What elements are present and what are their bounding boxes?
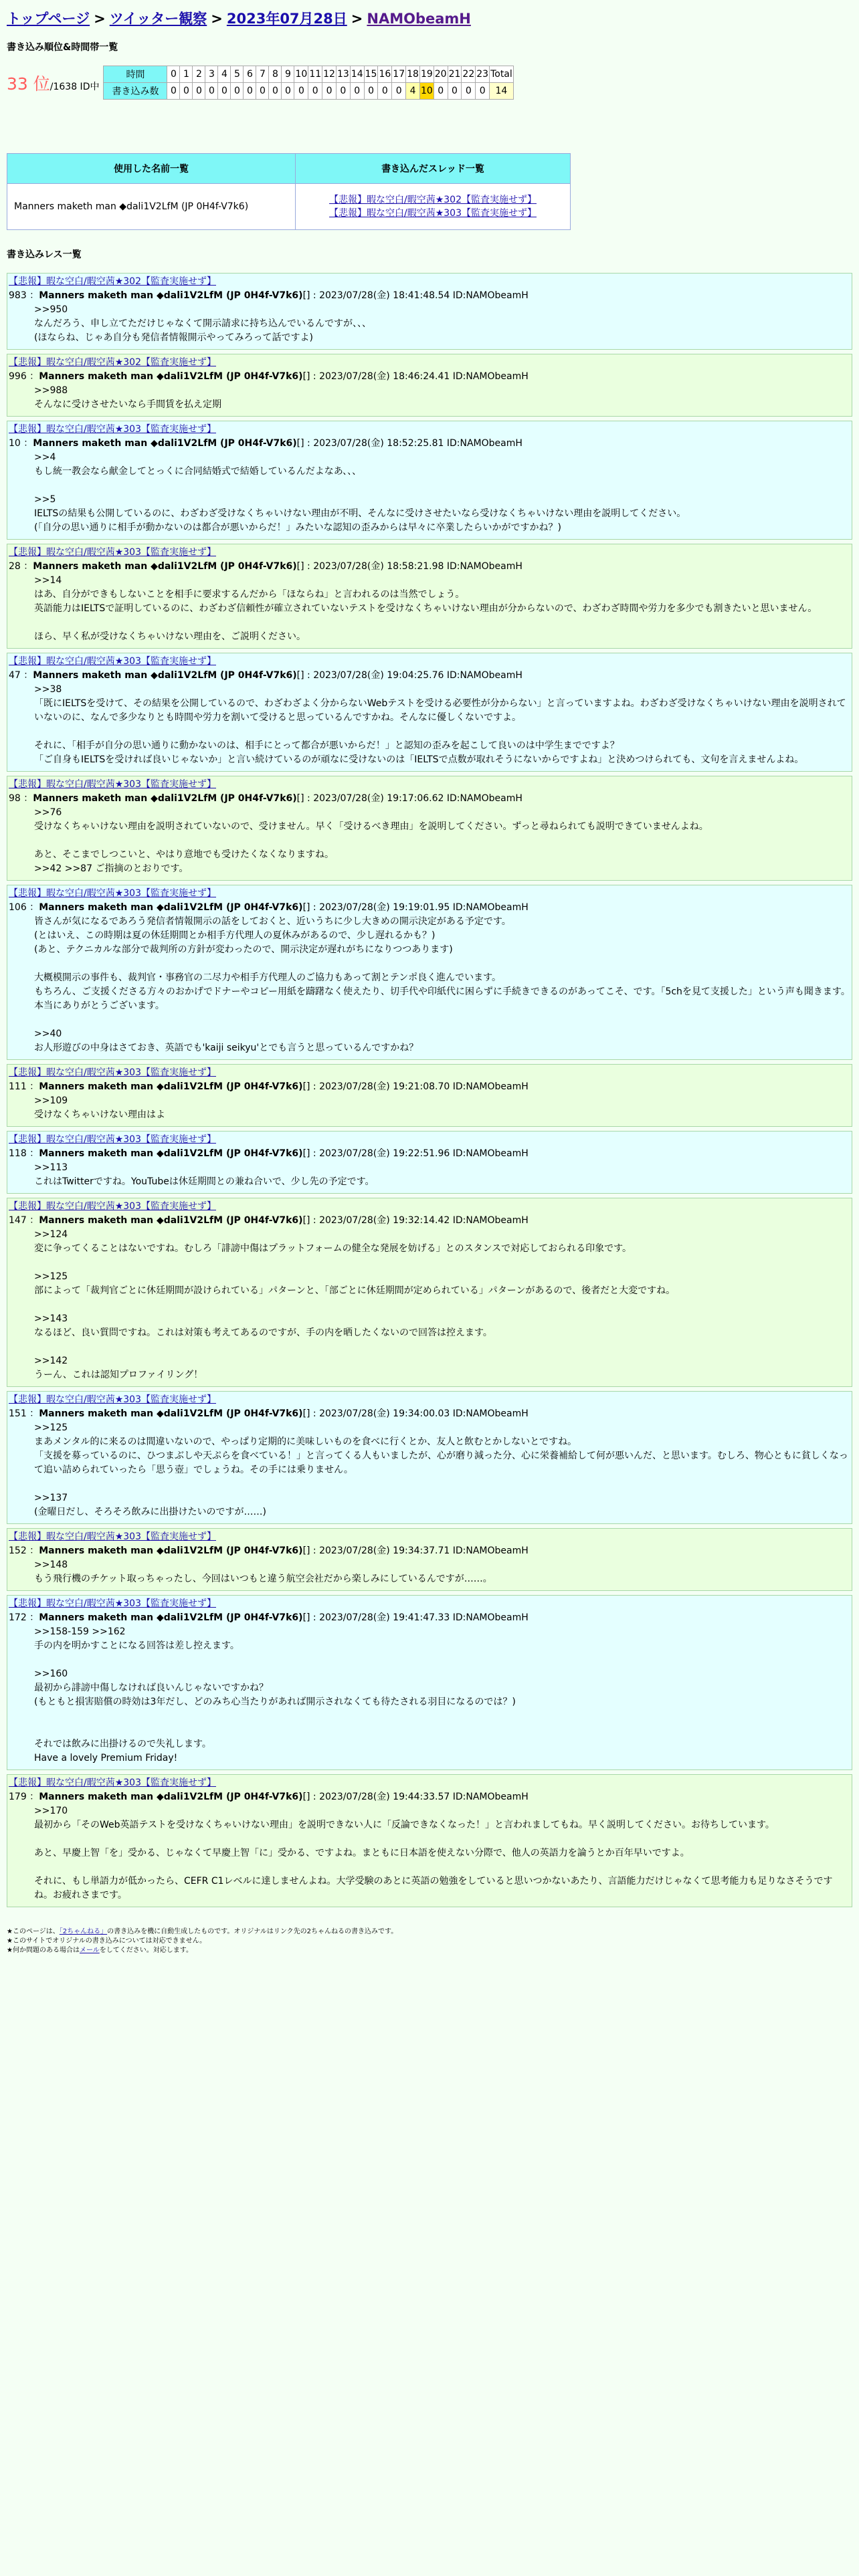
post-line: >>125 [34, 1271, 68, 1282]
post-body [9, 1161, 850, 1189]
total-header: Total [490, 66, 514, 83]
post-author: Manners maketh man ◆dali1V2LfM (JP 0H4f-V7k6) [39, 1408, 303, 1419]
post-number: 106 [9, 902, 27, 913]
post-line [34, 725, 850, 739]
post-body [9, 451, 850, 535]
post-separator: ： [20, 670, 33, 681]
post-author: Manners maketh man ◆dali1V2LfM (JP 0H4f-V7k6) [39, 1148, 303, 1159]
post-number: 152 [9, 1545, 27, 1556]
post-meta: [] : 2023/07/28(金) 19:17:06.62 ID:NAMObeamH [296, 793, 522, 804]
post-thread-link[interactable]: 【悲報】暇な空白/暇空茜★303【監査実施せず】 [9, 1531, 216, 1542]
breadcrumb-twitter[interactable]: ツイッター観察 [109, 11, 207, 27]
hour-cell: 4 [218, 66, 231, 83]
post-thread-link[interactable]: 【悲報】暇な空白/暇空茜★303【監査実施せず】 [9, 1201, 216, 1212]
post-line: >>988 [34, 385, 68, 396]
post-author: Manners maketh man ◆dali1V2LfM (JP 0H4f-V7k6) [39, 371, 303, 382]
post [7, 885, 852, 1060]
hour-cell: 10 [294, 66, 308, 83]
hour-cell: 17 [392, 66, 406, 83]
post-body [9, 1228, 850, 1382]
post-header [9, 669, 850, 683]
post-header [9, 1407, 850, 1421]
post-author: Manners maketh man ◆dali1V2LfM (JP 0H4f-V7k6) [39, 1792, 303, 1802]
post-number: 996 [9, 371, 27, 382]
hour-row-label: 時間 [104, 66, 167, 83]
post-thread-link[interactable]: 【悲報】暇な空白/暇空茜★303【監査実施せず】 [9, 888, 216, 899]
post [7, 1391, 852, 1524]
post [7, 1528, 852, 1591]
post [7, 354, 852, 417]
post-line: >>137 [34, 1493, 68, 1503]
post-line: >>76 [34, 807, 62, 818]
post-header [9, 289, 850, 303]
post-author: Manners maketh man ◆dali1V2LfM (JP 0H4f-V7k6) [39, 1545, 303, 1556]
post-line: これはTwitterですね。YouTubeは休廷期間との兼ね合いで、少し先の予定です。 [34, 1176, 375, 1187]
hour-cell: 21 [448, 66, 462, 83]
post-meta: [] : 2023/07/28(金) 19:44:33.57 ID:NAMObeamH [302, 1792, 529, 1802]
count-cell: 0 [205, 83, 218, 100]
footer [7, 1927, 852, 1955]
hourly-table [103, 66, 513, 100]
count-cell: 4 [406, 83, 420, 100]
post-body [9, 1625, 850, 1765]
rank-total: /1638 ID中 [50, 81, 100, 92]
post-line: Have a lovely Premium Friday! [34, 1753, 178, 1763]
footer-text: ★何か問題のある場合は [7, 1947, 80, 1954]
post-line: まあメンタル的に来るのは間違いないので、やっぱり定期的に美味しいものを食べに行くとか、友人と飲むとかしないとですね。 [34, 1436, 577, 1447]
post-header [9, 1080, 850, 1094]
post-thread-link[interactable]: 【悲報】暇な空白/暇空茜★303【監査実施せず】 [9, 656, 216, 667]
post-number: 151 [9, 1408, 27, 1419]
post-thread-link[interactable]: 【悲報】暇な空白/暇空茜★302【監査実施せず】 [9, 276, 216, 287]
thread-link-302[interactable]: 【悲報】暇な空白/暇空茜★302【監査実施せず】 [329, 195, 537, 205]
post-line: >>125 [34, 1422, 68, 1433]
post-line: 部によって「裁判官ごとに休廷期間が設けられている」パターンと、「部ごとに休廷期間が定められている」パターンがあるので、後者だと大変ですね。 [34, 1285, 676, 1296]
post-body [9, 303, 850, 345]
post-line: それに、「相手が自分の思い通りに動かないのは、相手にとって都合が悪いからだ！」と認知の歪みを起こして良いのは中学生までですよ？ [34, 740, 619, 751]
post-line: 手の内を明かすことになる回答は差し控えます。 [34, 1640, 240, 1651]
post-number: 47 [9, 670, 21, 681]
hour-cell: 7 [256, 66, 269, 83]
post-meta: [] : 2023/07/28(金) 18:46:24.41 ID:NAMObeamH [302, 371, 529, 382]
post-line: もう飛行機のチケット取っちゃったし、今回はいつもと違う航空会社だから楽しみにしているんですが……。 [34, 1574, 492, 1584]
threads-col-header: 書き込んだスレッド一覧 [296, 154, 571, 184]
post-meta: [] : 2023/07/28(金) 19:32:14.42 ID:NAMObeamH [302, 1215, 529, 1226]
post-line: あと、そこまでしつこいと、やはり意地でも受けたくなくなりますね。 [34, 849, 334, 860]
post-line: (「自分の思い通りに相手が動かないのは都合が悪いからだ！」みたいな認知の歪みからは早々に卒業したらいかがですかね？) [34, 522, 561, 533]
hour-cell: 11 [308, 66, 322, 83]
post-author: Manners maketh man ◆dali1V2LfM (JP 0H4f-V7k6) [39, 1612, 303, 1623]
post-thread-link[interactable]: 【悲報】暇な空白/暇空茜★303【監査実施せず】 [9, 424, 216, 435]
post-line: >>148 [34, 1560, 68, 1570]
post-header [9, 1790, 850, 1804]
post-line [34, 1298, 850, 1312]
post-line: 最初から「そのWeb英語テストを受けなくちゃいけない理由」を説明できない人に「反論できなくなった！」と言われましてもね。早く説明してください。お待ちしています。 [34, 1820, 775, 1830]
posts-heading: 書き込みレス一覧 [7, 249, 82, 260]
hour-cell: 0 [167, 66, 180, 83]
post-line: >>124 [34, 1229, 68, 1240]
post-thread-link[interactable]: 【悲報】暇な空白/暇空茜★303【監査実施せず】 [9, 547, 216, 558]
post [7, 1595, 852, 1770]
post-line [34, 1340, 850, 1354]
post-line: 英語能力はIELTSで証明しているのに、わざわざ信頼性が確立されていないテストを受けなくちゃいけない理由が分からないので、わざわざ時間や労力を多少でも割きたいと思いません。 [34, 603, 818, 614]
post-author: Manners maketh man ◆dali1V2LfM (JP 0H4f-V7k6) [33, 438, 297, 449]
post-thread-link[interactable]: 【悲報】暇な空白/暇空茜★303【監査実施せず】 [9, 1067, 216, 1078]
post-line: もし統一教会なら献金してとっくに合同結婚式で結婚しているんだよなあ、、、 [34, 466, 362, 477]
count-row [104, 83, 513, 100]
count-cell: 0 [167, 83, 180, 100]
count-cell: 0 [462, 83, 476, 100]
post [7, 1198, 852, 1387]
post [7, 653, 852, 772]
post-line: 最初から誹謗中傷しなければ良いんじゃないですかね？ [34, 1683, 268, 1693]
post [7, 776, 852, 881]
post-body [9, 384, 850, 412]
count-cell: 0 [476, 83, 490, 100]
posts-list [7, 273, 852, 1907]
footer-mail-link[interactable]: メール [79, 1947, 100, 1954]
rank-display [7, 71, 99, 95]
count-cell: 0 [294, 83, 308, 100]
post-thread-link[interactable]: 【悲報】暇な空白/暇空茜★303【監査実施せず】 [9, 1598, 216, 1609]
post-header [9, 1544, 850, 1558]
footer-text: をしてください。対応します。 [99, 1947, 193, 1954]
count-cell: 0 [364, 83, 378, 100]
count-cell: 0 [269, 83, 282, 100]
post-meta: [] : 2023/07/28(金) 19:19:01.95 ID:NAMObeamH [302, 902, 529, 913]
post [7, 1131, 852, 1194]
post-line: それでは飲みに出掛けるので失礼します。 [34, 1739, 211, 1749]
count-cell: 10 [419, 83, 434, 100]
post-line: 変に争ってくることはないですね。むしろ「誹謗中傷はプラットフォームの健全な発展を妨げる」とのスタンスで対応しておられる印象です。 [34, 1243, 632, 1254]
count-cell: 0 [378, 83, 392, 100]
post-header [9, 792, 850, 806]
post-meta: [] : 2023/07/28(金) 18:52:25.81 ID:NAMObeamH [296, 438, 522, 449]
post-line [34, 1723, 850, 1737]
post-line: 受けなくちゃいけない理由はよ [34, 1109, 165, 1120]
post-meta: [] : 2023/07/28(金) 18:58:21.98 ID:NAMObeamH [296, 561, 522, 572]
post [7, 273, 852, 350]
hour-cell: 22 [462, 66, 476, 83]
names-header-row [7, 154, 571, 184]
post-line [34, 1832, 850, 1846]
post-thread-link[interactable]: 【悲報】暇な空白/暇空茜★303【監査実施せず】 [9, 1134, 216, 1145]
post-number: 172 [9, 1612, 27, 1623]
post-line: 大概模開示の事件も、裁判官・事務官の二尽力や相手方代理人のご協力もあって割とテンポ良く進んでいます。 [34, 972, 502, 983]
count-cell: 0 [282, 83, 294, 100]
post-number: 28 [9, 561, 21, 572]
post-separator: ： [26, 1215, 39, 1226]
post-line [34, 834, 850, 848]
post-line: (もともと損害賠償の時効は3年だし、どのみち心当たりがあれば開示されなくても待たされる羽目になるのでは？) [34, 1697, 516, 1707]
post-line [34, 1013, 850, 1027]
post-separator: ： [26, 1545, 39, 1556]
post-line: なるほど、良い質問ですね。これは対策も考えてあるのですが、手の内を晒したくないので回答は控えます。 [34, 1327, 492, 1338]
post-body [9, 806, 850, 876]
hour-cell: 20 [434, 66, 448, 83]
post-line [34, 957, 850, 971]
post-line: >>950 [34, 304, 68, 315]
post-line: 「既にIELTSを受けて、その結果を公開しているので、わざわざよく分からないWebテストを受ける必要性が分からない」と言っていますよね。わざわざ受けなくちゃいけない理由を説明されていないのに、なんで多少なりとも時間や労力を割いて受けると思っているんですかね。そんなに優しくないですよ。 [34, 698, 846, 723]
post-line [34, 1256, 850, 1270]
names-data-row [7, 184, 571, 230]
hour-cell: 15 [364, 66, 378, 83]
footer-2ch-link[interactable]: 「2ちゃんねる」 [59, 1928, 108, 1935]
footer-text: の書き込みを機に自動生成したものです。オリジナルはリンク先の2ちゃんねるの書き込みです。 [107, 1928, 398, 1935]
post-meta: [] : 2023/07/28(金) 19:41:47.33 ID:NAMObeamH [302, 1612, 529, 1623]
post-line: (とはいえ、この時期は夏の休廷期間とか相手方代理人の夏休みがあるので、少し遅れるかも？) [34, 930, 436, 941]
post-number: 10 [9, 438, 21, 449]
names-col-header: 使用した名前一覧 [7, 154, 296, 184]
ranking-heading: 書き込み順位&時間帯一覧 [7, 42, 118, 53]
post-meta: [] : 2023/07/28(金) 19:21:08.70 ID:NAMObeamH [302, 1081, 529, 1092]
post-author: Manners maketh man ◆dali1V2LfM (JP 0H4f-V7k6) [39, 290, 303, 301]
post-author: Manners maketh man ◆dali1V2LfM (JP 0H4f-V7k6) [39, 1215, 303, 1226]
breadcrumb-sep: > [211, 11, 223, 27]
hour-cell: 6 [244, 66, 256, 83]
rank-number: 33 位 [7, 74, 50, 94]
post-line: お人形遊びの中身はさておき、英語でも'kaiji seikyu'とでも言うと思っているんですかね？ [34, 1043, 419, 1053]
count-cell: 0 [336, 83, 350, 100]
count-cell: 0 [350, 83, 364, 100]
post-line: (金曜日だし、そろそろ飲みに出掛けたいのですが……) [34, 1507, 266, 1517]
count-cell: 0 [322, 83, 337, 100]
post-header [9, 1611, 850, 1625]
post-meta: [] : 2023/07/28(金) 18:41:48.54 ID:NAMObeamH [302, 290, 529, 301]
post-number: 179 [9, 1792, 27, 1802]
post-body [9, 1094, 850, 1122]
count-cell: 0 [231, 83, 244, 100]
post-thread-link[interactable]: 【悲報】暇な空白/暇空茜★303【監査実施せず】 [9, 1394, 216, 1405]
post-number: 111 [9, 1081, 27, 1092]
post-line: >>4 [34, 452, 56, 463]
post-line: >>142 [34, 1356, 68, 1366]
hour-cell: 19 [419, 66, 434, 83]
post-meta: [] : 2023/07/28(金) 19:34:37.71 ID:NAMObeamH [302, 1545, 529, 1556]
hour-cell: 9 [282, 66, 294, 83]
post-separator: ： [26, 902, 39, 913]
post-line: 「支援を募っているのに、ひつまぶしや天ぷらを食べている！」と言ってくる人もいましたが、心が磨り減った分、心に栄養補給して何が悪いんだ、と思います。むしろ、物心ともに貧しくなって追い詰められていったら「思う壺」でしょうね。その手には乗りません。 [34, 1451, 848, 1475]
hour-cell: 3 [205, 66, 218, 83]
thread-link-303[interactable]: 【悲報】暇な空白/暇空茜★303【監査実施せず】 [329, 208, 537, 219]
thread-links [296, 184, 571, 230]
post-separator: ： [20, 561, 33, 572]
post-separator: ： [26, 1612, 39, 1623]
post-meta: [] : 2023/07/28(金) 19:34:00.03 ID:NAMObeamH [302, 1408, 529, 1419]
breadcrumb-date[interactable]: 2023年07月28日 [226, 11, 347, 27]
post-line: >>40 [34, 1029, 62, 1039]
post-body [9, 574, 850, 644]
count-cell: 0 [193, 83, 205, 100]
post-line [34, 479, 850, 493]
post-author: Manners maketh man ◆dali1V2LfM (JP 0H4f-V7k6) [39, 902, 303, 913]
hour-cell: 23 [476, 66, 490, 83]
post-line: 「ご自身もIELTSを受ければ良いじゃないか」と言い続けているのが頑なに受けないのは「IELTSで点数が取れそうにないからですよね」と決めつけられても、文句を言えませんよね。 [34, 754, 804, 765]
post-author: Manners maketh man ◆dali1V2LfM (JP 0H4f-V7k6) [33, 670, 297, 681]
post-line: ほら、早く私が受けなくちゃいけない理由を、ご説明ください。 [34, 631, 306, 642]
post-separator: ： [20, 438, 33, 449]
post-author: Manners maketh man ◆dali1V2LfM (JP 0H4f-V7k6) [33, 793, 297, 804]
post-body [9, 1421, 850, 1519]
hour-cell: 5 [231, 66, 244, 83]
breadcrumb [7, 8, 852, 28]
post-separator: ： [26, 1148, 39, 1159]
footer-text: ★このページは、 [7, 1928, 60, 1935]
post-line: もちろん、ご支援くださる方々のおかげでドナーやコピー用紙を躊躇なく使えたり、切手代や印紙代に困らずに手続きできるのがあってこそ、です。「5chを見て支援した」という声も聞きます。本当にありがとうございます。 [34, 986, 850, 1011]
post [7, 1774, 852, 1907]
post-header [9, 370, 850, 384]
breadcrumb-sep: > [94, 11, 106, 27]
count-cell: 0 [448, 83, 462, 100]
post-line: >>170 [34, 1806, 68, 1816]
hour-cell: 2 [193, 66, 205, 83]
post-header [9, 901, 850, 915]
count-cell: 0 [308, 83, 322, 100]
post-number: 147 [9, 1215, 27, 1226]
hour-cell: 13 [336, 66, 350, 83]
hour-cell: 8 [269, 66, 282, 83]
hour-cell: 1 [180, 66, 193, 83]
post [7, 1064, 852, 1127]
post-separator: ： [26, 1081, 39, 1092]
post-header [9, 437, 850, 451]
post-line [34, 1860, 850, 1874]
post-body [9, 915, 850, 1055]
post-thread-link[interactable]: 【悲報】暇な空白/暇空茜★303【監査実施せず】 [9, 779, 216, 790]
footer-line-3 [7, 1946, 852, 1955]
post-line [34, 1709, 850, 1723]
hour-cell: 14 [350, 66, 364, 83]
post-line: >>160 [34, 1669, 68, 1679]
post-separator: ： [26, 371, 39, 382]
names-table [7, 153, 571, 230]
post-number: 983 [9, 290, 27, 301]
post-line: なんだろう、申し立てただけじゃなくて開示請求に持ち込んでいるんですが、、、 [34, 318, 371, 329]
breadcrumb-sep: > [351, 11, 363, 27]
post-meta: [] : 2023/07/28(金) 19:22:51.96 ID:NAMObeamH [302, 1148, 529, 1159]
hour-cell: 12 [322, 66, 337, 83]
post-line: それに、もし単語力が低かったら、CEFR C1レベルに達しませんよね。大学受験のあとに英語の勉強をしていると思いつかないあたり、言語能力だけじゃなくて思考能力も足りなさそうですね。お疲れさまです。 [34, 1876, 833, 1901]
post-number: 118 [9, 1148, 27, 1159]
post-thread-link[interactable]: 【悲報】暇な空白/暇空茜★303【監査実施せず】 [9, 1778, 216, 1788]
post [7, 421, 852, 540]
count-row-label: 書き込み数 [104, 83, 167, 100]
post-line: (ほならね、じゃあ自分も発信者情報開示やってみろって話ですよ) [34, 332, 313, 343]
hour-row [104, 66, 513, 83]
post-line: >>109 [34, 1095, 68, 1106]
post-separator: ： [20, 793, 33, 804]
count-cell: 0 [256, 83, 269, 100]
post-line: >>42 >>87 ご指摘のとおりです。 [34, 863, 189, 874]
post-line: (あと、テクニカルな部分で裁判所の方針が変わったので、開示決定が遅れがちになりつつあります) [34, 944, 453, 955]
post-line: >>143 [34, 1313, 68, 1324]
post-line: >>14 [34, 575, 62, 586]
post-line: あと、早慶上智「を」受かる、じゃなくて早慶上智「に」受かる、ですよね。まともに日本語を使えない分際で、他人の英語力を論うとか百年早いですよ。 [34, 1848, 690, 1858]
post-line: 皆さんが気になるであろう発信者情報開示の話をしておくと、近いうちに少し大きめの開示決定がある予定です。 [34, 916, 511, 927]
post-header [9, 560, 850, 574]
post-thread-link[interactable]: 【悲報】暇な空白/暇空茜★302【監査実施せず】 [9, 357, 216, 368]
post-line: >>38 [34, 684, 62, 695]
hour-cell: 18 [406, 66, 420, 83]
post-line: 受けなくちゃいけない理由を説明されていないので、受けません。早く「受けるべき理由」を説明してください。ずっと尋ねられても説明できていませんよね。 [34, 821, 708, 832]
ranking-section [7, 66, 852, 100]
post-body [9, 683, 850, 767]
footer-line-1 [7, 1927, 852, 1937]
post-separator: ： [26, 1408, 39, 1419]
post-line [34, 1477, 850, 1491]
post-header [9, 1147, 850, 1161]
post-body [9, 1804, 850, 1903]
post-author: Manners maketh man ◆dali1V2LfM (JP 0H4f-V7k6) [39, 1081, 303, 1092]
count-cell: 0 [244, 83, 256, 100]
post-body [9, 1558, 850, 1586]
post-line: はあ、自分ができもしないことを相手に要求するんだから「ほならね」と言われるのは当然でしょう。 [34, 589, 465, 600]
post-header [9, 1214, 850, 1228]
count-cell: 0 [218, 83, 231, 100]
post-line: >>158-159 >>162 [34, 1626, 126, 1637]
post-author: Manners maketh man ◆dali1V2LfM (JP 0H4f-V7k6) [33, 561, 297, 572]
post-number: 98 [9, 793, 21, 804]
breadcrumb-id[interactable]: NAMObeamH [367, 11, 471, 27]
post-line: >>113 [34, 1162, 68, 1173]
hour-cell: 16 [378, 66, 392, 83]
count-cell: 0 [180, 83, 193, 100]
count-cell: 0 [434, 83, 448, 100]
footer-line-2: ★このサイトでオリジナルの書き込みについては対応できません。 [7, 1937, 207, 1945]
breadcrumb-top[interactable]: トップページ [7, 11, 90, 27]
post [7, 544, 852, 649]
post-line [34, 616, 850, 630]
post-separator: ： [26, 290, 39, 301]
count-cell: 0 [392, 83, 406, 100]
post-meta: [] : 2023/07/28(金) 19:04:25.76 ID:NAMObeamH [296, 670, 522, 681]
post-line: うーん、これは認知プロファイリング！ [34, 1370, 203, 1380]
post-line: そんなに受けさせたいなら手間賃を払え定期 [34, 399, 221, 410]
used-name: Manners maketh man ◆dali1V2LfM (JP 0H4f-V7k6) [7, 184, 296, 230]
total-count: 14 [490, 83, 514, 100]
post-line [34, 1653, 850, 1667]
post-line: IELTSの結果も公開しているのに、わざわざ受けなくちゃいけない理由が不明、そんなに受けさせたいなら受けなくちゃいけない理由を説明してください。 [34, 508, 686, 519]
post-line: >>5 [34, 494, 56, 505]
post-separator: ： [26, 1792, 39, 1802]
